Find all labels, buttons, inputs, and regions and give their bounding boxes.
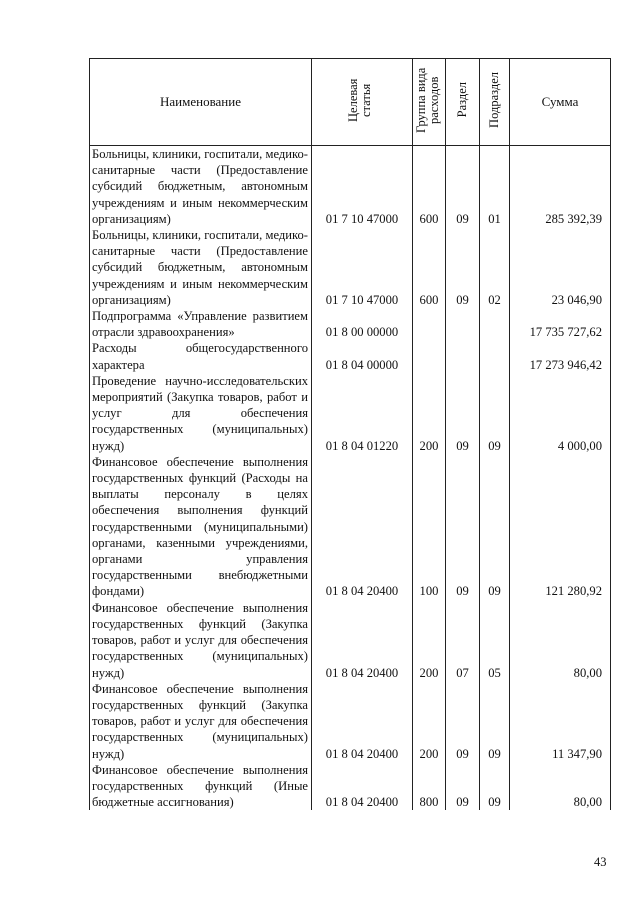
row-name: Больницы, клиники, госпитали, медико-санитарные части (Предоставление субсидий бюджетным, автономным учреждениям и иным некоммерческим организациям): [90, 227, 312, 308]
row-section: 09: [446, 762, 480, 811]
header-target: [312, 59, 413, 146]
table-row: [90, 600, 611, 681]
table-row: [90, 227, 611, 308]
header-group-label: Группа вида расходов: [414, 67, 441, 133]
row-name: Расходы общегосударственного характера: [90, 340, 312, 372]
row-sum: 4 000,00: [510, 373, 611, 454]
table-row: [90, 373, 611, 454]
row-section: 09: [446, 227, 480, 308]
header-subsection: [480, 59, 510, 146]
page-number: 43: [594, 855, 607, 869]
row-sum: 80,00: [510, 762, 611, 811]
row-target-code: 01 7 10 47000: [312, 227, 413, 308]
header-sum: Сумма: [510, 59, 611, 146]
row-sum: 23 046,90: [510, 227, 611, 308]
row-name: Больницы, клиники, госпитали, медико-санитарные части (Предоставление субсидий бюджетным, автономным учреждениям и иным некоммерческим организациям): [90, 146, 312, 228]
row-expense-group: 200: [413, 681, 446, 762]
table-row: [90, 681, 611, 762]
row-section: 09: [446, 454, 480, 600]
row-subsection: 02: [480, 227, 510, 308]
row-target-code: 01 7 10 47000: [312, 146, 413, 228]
row-name: Финансовое обеспечение выполнения государственных функций (Закупка товаров, работ и услуг для обеспечения государственных (муниципальных) нужд): [90, 681, 312, 762]
row-target-code: 01 8 04 20400: [312, 762, 413, 811]
header-group: [413, 59, 446, 146]
row-name: Подпрограмма «Управление развитием отрасли здравоохранения»: [90, 308, 312, 340]
row-expense-group: 200: [413, 600, 446, 681]
header-name: Наименование: [90, 59, 312, 146]
row-subsection: 09: [480, 373, 510, 454]
budget-table: [89, 58, 611, 810]
row-target-code: 01 8 04 20400: [312, 681, 413, 762]
row-target-code: 01 8 04 00000: [312, 340, 413, 372]
row-target-code: 01 8 04 20400: [312, 600, 413, 681]
row-subsection: 05: [480, 600, 510, 681]
row-name: Проведение научно-исследовательских мероприятий (Закупка товаров, работ и услуг для обеспечения государственных (муниципальных) нужд): [90, 373, 312, 454]
row-expense-group: 100: [413, 454, 446, 600]
row-section: [446, 308, 480, 340]
row-sum: 80,00: [510, 600, 611, 681]
row-subsection: 09: [480, 762, 510, 811]
row-sum: 17 735 727,62: [510, 308, 611, 340]
row-subsection: [480, 340, 510, 372]
header-target-label: Целевая статья: [346, 78, 373, 122]
row-target-code: 01 8 00 00000: [312, 308, 413, 340]
table-row: [90, 762, 611, 811]
row-sum: 121 280,92: [510, 454, 611, 600]
row-subsection: 01: [480, 146, 510, 228]
row-subsection: 09: [480, 454, 510, 600]
row-expense-group: 600: [413, 146, 446, 228]
row-name: Финансовое обеспечение выполнения государственных функций (Расходы на выплаты персоналу в целях обеспечения выполнения функций государственными (муниципальными) органами, казенными учреждениями, органами управления государственными внебюджетными фондами): [90, 454, 312, 600]
table-row: [90, 146, 611, 228]
row-target-code: 01 8 04 20400: [312, 454, 413, 600]
table-header-row: [90, 59, 611, 146]
table-body: [90, 146, 611, 811]
header-section-label: Раздел: [455, 82, 469, 118]
row-target-code: 01 8 04 01220: [312, 373, 413, 454]
row-subsection: 09: [480, 681, 510, 762]
row-expense-group: [413, 340, 446, 372]
row-section: 09: [446, 373, 480, 454]
row-expense-group: 200: [413, 373, 446, 454]
row-expense-group: 600: [413, 227, 446, 308]
row-section: [446, 340, 480, 372]
row-sum: 285 392,39: [510, 146, 611, 228]
table-row: [90, 454, 611, 600]
row-section: 07: [446, 600, 480, 681]
row-section: 09: [446, 681, 480, 762]
row-section: 09: [446, 146, 480, 228]
row-expense-group: 800: [413, 762, 446, 811]
header-subsection-label: Подраздел: [487, 71, 501, 128]
header-section: [446, 59, 480, 146]
row-name: Финансовое обеспечение выполнения государственных функций (Закупка товаров, работ и услуг для обеспечения государственных (муниципальных) нужд): [90, 600, 312, 681]
row-name: Финансовое обеспечение выполнения государственных функций (Иные бюджетные ассигнования): [90, 762, 312, 811]
table-row: [90, 308, 611, 340]
row-sum: 17 273 946,42: [510, 340, 611, 372]
table-row: [90, 340, 611, 372]
row-expense-group: [413, 308, 446, 340]
row-subsection: [480, 308, 510, 340]
row-sum: 11 347,90: [510, 681, 611, 762]
